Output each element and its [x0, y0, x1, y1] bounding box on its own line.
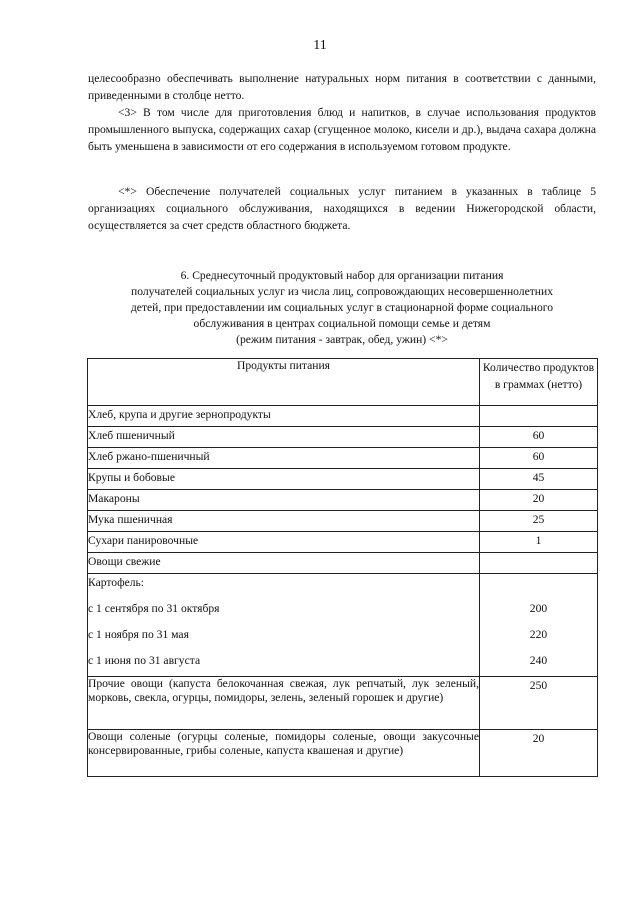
table-row: [88, 406, 598, 427]
potato-qty: 220: [529, 628, 548, 641]
product-name: Овощи свежие: [88, 553, 480, 574]
product-name: Хлеб, крупа и другие зернопродукты: [88, 406, 480, 427]
product-qty: 20: [480, 730, 598, 777]
column-header-quantity: Количество продуктов в граммах (нетто): [480, 359, 598, 406]
heading-line: (режим питания - завтрак, обед, ужин) <*>: [236, 333, 448, 346]
potato-qty-cell: [480, 574, 598, 677]
table-row: [88, 532, 598, 553]
table-row: [88, 490, 598, 511]
potato-qty: 200: [529, 602, 548, 615]
column-header-products: Продукты питания: [88, 359, 480, 406]
table-row: [88, 677, 598, 730]
product-qty: 1: [480, 532, 598, 553]
potato-qty: 240: [529, 654, 548, 667]
table-row: [88, 469, 598, 490]
product-qty: 60: [480, 427, 598, 448]
table-row-potato: [88, 574, 598, 677]
potato-period: с 1 июня по 31 августа: [88, 654, 201, 667]
product-qty: 60: [480, 448, 598, 469]
heading-line: получателей социальных услуг из числа лиц, сопровождающих несовершеннолетних: [130, 285, 554, 298]
product-qty: [480, 406, 598, 427]
section-heading: [88, 268, 596, 348]
product-name: Хлеб ржано-пшеничный: [88, 448, 480, 469]
potato-title: Картофель:: [88, 576, 145, 589]
product-qty: 45: [480, 469, 598, 490]
page-number: 11: [313, 38, 327, 53]
heading-line: 6. Среднесуточный продуктовый набор для организации питания: [180, 269, 504, 282]
product-name: Овощи соленые (огурцы соленые, помидоры соленые, овощи закусочные консервированные, грибы соленые, капуста квашеная и другие): [88, 730, 480, 777]
product-name: Макароны: [88, 490, 480, 511]
heading-line: обслуживания в центрах социальной помощи семье и детям: [193, 317, 491, 330]
table-row: [88, 730, 598, 777]
table-row: [88, 553, 598, 574]
table-row: [88, 511, 598, 532]
paragraph-continuation: целесообразно обеспечивать выполнение натуральных норм питания в соответствии с данными, приведенными в столбце нетто.: [88, 72, 596, 102]
product-name: Прочие овощи (капуста белокочанная свежая, лук репчатый, лук зеленый, морковь, свекла, огурцы, помидоры, зелень, зеленый горошек и другие): [88, 677, 480, 730]
product-name: Крупы и бобовые: [88, 469, 480, 490]
product-qty: 20: [480, 490, 598, 511]
footnote-3: <3> В том числе для приготовления блюд и напитков, в случае использования продуктов промышленного выпуска, содержащих сахар (сгущенное молоко, кисели и др.), выдача сахара должна быть уменьшена в зависимости от его содержания в используемом готовом продукте.: [88, 106, 596, 153]
potato-period: с 1 сентября по 31 октября: [88, 602, 220, 615]
product-name: Хлеб пшеничный: [88, 427, 480, 448]
table-row: [88, 448, 598, 469]
footnote-asterisk: <*> Обеспечение получателей социальных услуг питанием в указанных в таблице 5 организациях социального обслуживания, находящихся в ведении Нижегородской области, осуществляется за счет средств областного бюджета.: [88, 185, 596, 232]
food-set-table: [87, 358, 598, 777]
product-qty: [480, 553, 598, 574]
table-row: [88, 427, 598, 448]
heading-line: детей, при предоставлении им социальных услуг в стационарной форме социального: [130, 301, 554, 314]
potato-cell: [88, 574, 480, 677]
product-qty: 250: [480, 677, 598, 730]
product-name: Сухари панировочные: [88, 532, 480, 553]
product-qty: 25: [480, 511, 598, 532]
potato-period: с 1 ноября по 31 мая: [88, 628, 189, 641]
product-name: Мука пшеничная: [88, 511, 480, 532]
